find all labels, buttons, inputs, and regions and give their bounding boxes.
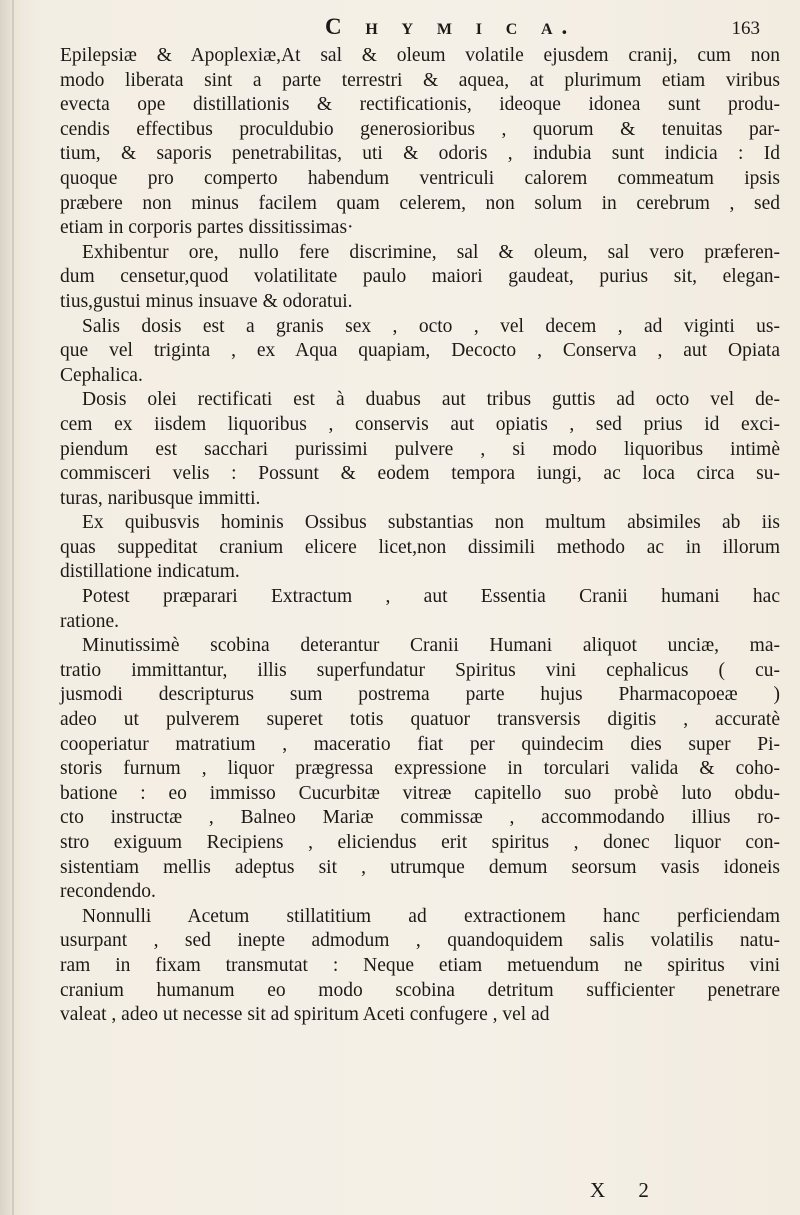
text-line: tius,gustui minus insuave & odoratui. xyxy=(60,290,353,312)
paragraph xyxy=(60,241,780,315)
text-line: Exhibentur ore, nullo fere discrimine, sal & oleum, sal vero præferen- xyxy=(82,241,780,263)
text-line: piendum est sacchari purissimi pulvere , si modo liquoribus intimè xyxy=(60,438,780,460)
text-line: Dosis olei rectificati est à duabus aut tribus guttis ad octo vel de- xyxy=(82,389,780,411)
text-line: distillatione indicatum. xyxy=(60,561,240,583)
page-header xyxy=(60,14,760,44)
text-line: Salis dosis est a granis sex , octo , vel decem , ad viginti us- xyxy=(82,315,780,337)
text-line: modo liberata sint a parte terrestri & aquea, at plurimum etiam viribus xyxy=(60,69,780,91)
text-line: Potest præparari Extractum , aut Essentia Cranii humani hac xyxy=(82,586,780,608)
text-line: jusmodi descripturus sum postrema parte hujus Pharmacopoeæ ) xyxy=(60,684,780,706)
text-line: commisceri velis : Possunt & eodem tempora iungi, ac loca circa su- xyxy=(60,463,780,485)
text-line: Minutissimè scobina deterantur Cranii Humani aliquot unciæ, ma- xyxy=(82,635,780,657)
text-line: ratione. xyxy=(60,610,120,632)
text-line: Epilepsiæ & Apoplexiæ,At sal & oleum volatile ejusdem cranij, cum non xyxy=(60,45,780,66)
catchword: X 2 xyxy=(590,1178,663,1202)
paragraph xyxy=(60,511,780,585)
text-line: tratio immittantur, illis superfundatur Spiritus vini cephalicus ( cu- xyxy=(60,659,780,681)
text-line: valeat , adeo ut necesse sit ad spiritum Aceti confugere , vel ad xyxy=(60,1004,550,1026)
text-line: recondendo. xyxy=(60,881,156,903)
text-line: quoque pro comperto habendum ventriculi calorem commeatum ipsis xyxy=(60,167,780,189)
page-number: 163 xyxy=(731,18,760,39)
body-text xyxy=(60,44,780,1028)
paragraph xyxy=(60,585,780,634)
text-line: evecta ope distillationis & rectificationis, ideoque idonea sunt produ- xyxy=(60,94,780,116)
running-title: C h y m i c a. xyxy=(325,14,577,39)
text-line: sistentiam mellis adeptus sit , utrumque demum seorsum vasis idoneis xyxy=(60,856,780,878)
paragraph xyxy=(60,315,780,389)
paragraph xyxy=(60,44,780,241)
paragraph xyxy=(60,388,780,511)
text-line: cem ex iisdem liquoribus , conservis aut opiatis , sed prius id exci- xyxy=(60,413,780,435)
text-line: adeo ut pulverem superet totis quatuor transversis digitis , accuratè xyxy=(60,709,780,731)
text-line: Nonnulli Acetum stillatitium ad extractionem hanc perficiendam xyxy=(82,905,780,927)
text-line: que vel triginta , ex Aqua quapiam, Decocto , Conserva , aut Opiata xyxy=(60,340,780,362)
text-line: quas suppeditat cranium elicere licet,non dissimili methodo ac in illorum xyxy=(60,536,780,558)
text-line: ram in fixam transmutat : Neque etiam metuendum ne spiritus vini xyxy=(60,954,780,976)
paragraph xyxy=(60,905,780,1028)
text-line: dum censetur,quod volatilitate paulo maiori gaudeat, purius sit, elegan- xyxy=(60,266,780,288)
text-line: stro exiguum Recipiens , eliciendus erit spiritus , donec liquor con- xyxy=(60,832,780,853)
text-line: storis furnum , liquor prægressa expressione in torculari valida & coho- xyxy=(60,758,780,780)
text-line: etiam in corporis partes dissitissimas· xyxy=(60,217,354,239)
text-line: turas, naribusque immitti. xyxy=(60,487,261,509)
text-line: Cephalica. xyxy=(60,364,143,386)
text-line: cendis effectibus proculdubio generosioribus , quorum & tenuitas par- xyxy=(60,118,780,140)
text-line: cranium humanum eo modo scobina detritum sufficienter penetrare xyxy=(60,979,780,1001)
binding-gutter xyxy=(12,0,14,1215)
text-line: cooperiatur matratium , maceratio fiat per quindecim dies super Pi- xyxy=(60,733,780,755)
text-line: cto instructæ , Balneo Mariæ commissæ , accommodando illius ro- xyxy=(60,807,780,829)
text-line: Ex quibusvis hominis Ossibus substantias non multum absimiles ab iis xyxy=(82,512,780,534)
paragraph xyxy=(60,634,780,905)
text-line: tium, & saporis penetrabilitas, uti & odoris , indubia sunt indicia : Id xyxy=(60,143,780,165)
text-line: præbere non minus facilem quam celerem, non solum in cerebrum , sed xyxy=(60,192,780,214)
text-line: batione : eo immisso Cucurbitæ vitreæ capitello suo probè luto obdu- xyxy=(60,782,780,804)
text-line: usurpant , sed inepte admodum , quandoquidem salis volatilis natu- xyxy=(60,930,780,952)
